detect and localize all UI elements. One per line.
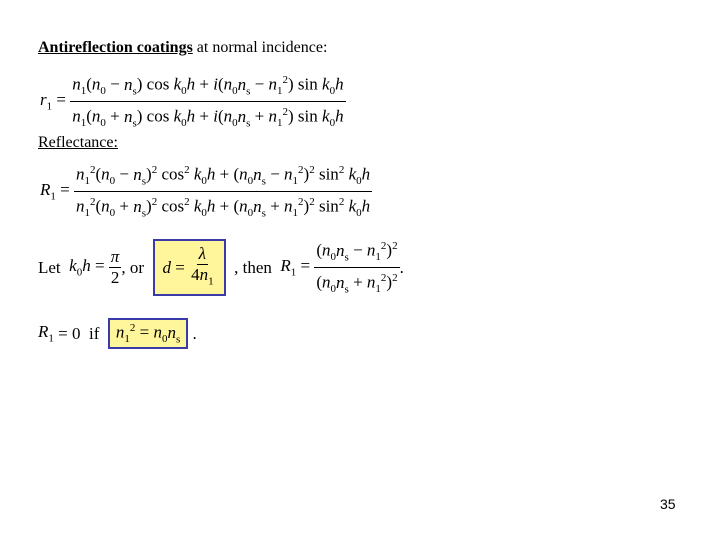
- reflectance-result-fraction: $\frac{(n_0n_s - n_1^2)^2}{(n_0n_s + n_1^2)^2}$: [314, 236, 399, 299]
- coatings-heading: [38, 39, 327, 57]
- r1-equation: $r_1$ = $\frac{n_1(n_0 - n_s) \cos k_0h + i(n_0n_s - n_1^2) \sin k_0h}{n_1(n_0 + n_s) \cos k_0h + i(n_0n_s + n_1^2) \sin k_0h}$: [40, 70, 346, 133]
- pi-over-2-fraction: $\frac{\pi}{2}$: [110, 247, 120, 288]
- zero-text: = 0: [58, 323, 81, 343]
- or-text: , or: [121, 257, 144, 277]
- quarter-wave-condition-box: $n_1^2 = n_0n_s$: [108, 318, 188, 349]
- coatings-heading-underlined: Antireflection coatings: [38, 39, 193, 56]
- page-number: 35: [660, 496, 676, 512]
- R1-equation: $R_1$ = $\frac{n_1^2(n_0 - n_s)^2 \cos^2 k_0h + (n_0n_s - n_1^2)^2 \sin^2 k_0h}{n_1^2(n_0 + n_s)^2 \cos^2 k_0h + (n_0n_s + n_1^2)^2 \sin^2 k_0h}$: [40, 160, 372, 223]
- if-text: if: [88, 323, 100, 343]
- let-text: Let: [38, 257, 61, 277]
- coatings-heading-rest: at normal incidence:: [192, 39, 328, 56]
- zero-condition: $R_1$ = 0 if $n_1^2 = n_0n_s$ .: [38, 318, 197, 349]
- condition-equation: Let $k_0h$ = $\frac{\pi}{2}$ , or d = $\frac{\lambda}{4n_1}$ , then $R_1$ = $\frac{(n_0n_s - n_1^2)^2}{(n_0n_s + n_1^2)^2}$ .: [38, 236, 404, 299]
- then-text: , then: [234, 257, 272, 277]
- thickness-highlight-box: d = $\frac{\lambda}{4n_1}$: [153, 239, 226, 296]
- reflectance-heading: Reflectance:: [38, 134, 118, 151]
